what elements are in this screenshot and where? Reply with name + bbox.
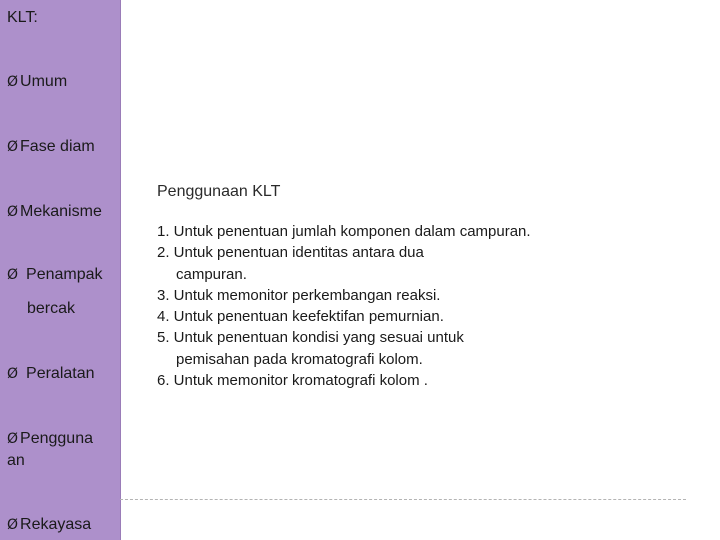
- divider-line: [120, 499, 686, 500]
- sidebar-item-umum: [7, 71, 67, 93]
- sidebar-item-penampak: [7, 264, 103, 286]
- sidebar-item-label: Pengguna: [20, 430, 93, 447]
- sidebar-item-label: Umum: [20, 73, 68, 90]
- usage-list: [157, 221, 531, 391]
- bullet-arrow-icon: Ø: [7, 204, 19, 220]
- sidebar-item-label: Mekanisme: [20, 203, 102, 220]
- sidebar-item-fase-diam: [7, 136, 95, 158]
- main-content: [157, 183, 531, 391]
- sidebar-title: KLT:: [7, 9, 38, 26]
- sidebar-item-label: Peralatan: [26, 365, 95, 382]
- sidebar-item-label: Penampak: [26, 266, 103, 283]
- list-item: 2. Untuk penentuan identitas antara dua: [157, 244, 424, 262]
- list-item: 5. Untuk penentuan kondisi yang sesuai untuk: [157, 329, 464, 347]
- sidebar-panel: [0, 0, 121, 540]
- sidebar-item-peralatan: [7, 363, 95, 385]
- sidebar-item-penggunaan: [7, 428, 93, 450]
- section-heading: Penggunaan KLT: [157, 183, 281, 200]
- sidebar-item-rekayasa: [7, 514, 91, 536]
- bullet-arrow-icon: Ø: [7, 267, 19, 283]
- bullet-arrow-icon: Ø: [7, 74, 19, 90]
- sidebar-item-mekanisme: [7, 201, 102, 223]
- sidebar-item-label-continued: bercak: [27, 300, 76, 317]
- sidebar-item-label: Rekayasa: [20, 516, 92, 533]
- list-item: 4. Untuk penentuan keefektifan pemurnian.: [157, 308, 444, 326]
- bullet-arrow-icon: Ø: [7, 517, 19, 533]
- bullet-arrow-icon: Ø: [7, 366, 19, 382]
- list-item: 3. Untuk memonitor perkembangan reaksi.: [157, 286, 441, 304]
- sidebar-item-label: Fase diam: [20, 138, 95, 155]
- sidebar-item-label-continued: an: [7, 452, 25, 469]
- bullet-arrow-icon: Ø: [7, 139, 19, 155]
- list-item: 6. Untuk memonitor kromatografi kolom .: [157, 372, 428, 390]
- list-item-continuation: pemisahan pada kromatografi kolom.: [176, 350, 423, 368]
- list-item-continuation: campuran.: [176, 265, 247, 283]
- list-item: 1. Untuk penentuan jumlah komponen dalam campuran.: [157, 223, 531, 240]
- bullet-arrow-icon: Ø: [7, 431, 19, 447]
